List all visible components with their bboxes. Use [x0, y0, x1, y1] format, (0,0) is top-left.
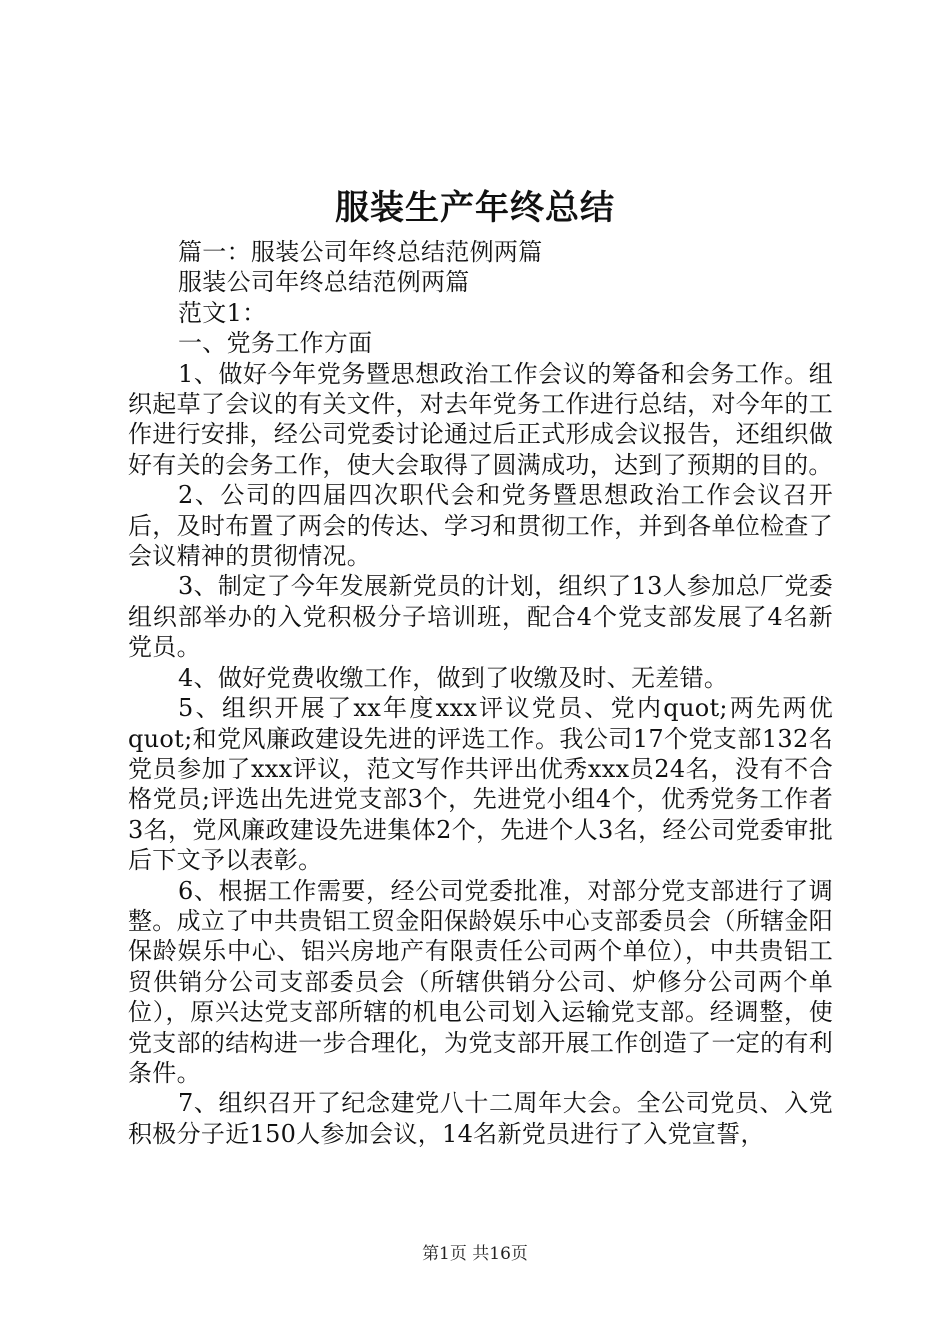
paragraph-item-3: 3、制定了今年发展新党员的计划，组织了13人参加总厂党委组织部举办的入党积极分子培训班，配合4个党支部发展了4名新党员。 [128, 572, 833, 662]
document-body [128, 237, 833, 1149]
page-number-footer: 第1页 共16页 [422, 1244, 528, 1264]
section-heading: 篇一：服装公司年终总结范例两篇 [178, 238, 543, 266]
paragraph-item-4: 4、做好党费收缴工作，做到了收缴及时、无差错。 [178, 663, 729, 692]
sub-heading: 服装公司年终总结范例两篇 [178, 268, 470, 297]
paragraph-item-5: 5、组织开展了xx年度xxx评议党员、党内quot;两先两优quot;和党风廉政建设先进的评选工作。我公司17个党支部132名党员参加了xxx评议，范文写作共评出优秀xxx员24名，没有不合格党员;评选出先进党支部3个，先进党小组4个，优秀党务工作者3名，党风廉政建设先进集体2个，先进个人3名，经公司党委审批后下文予以表彰。 [128, 694, 833, 875]
sample-label: 范文1： [178, 298, 267, 327]
document-title: 服装生产年终总结 [335, 188, 615, 228]
paragraph-item-1: 1、做好今年党务暨思想政治工作会议的筹备和会务工作。组织起草了会议的有关文件，对去年党务工作进行总结，对今年的工作进行安排，经公司党委讨论通过后正式形成会议报告，还组织做好有关的会务工作，使大会取得了圆满成功，达到了预期的目的。 [128, 359, 833, 479]
paragraph-item-2: 2、公司的四届四次职代会和党务暨思想政治工作会议召开后，及时布置了两会的传达、学习和贯彻工作，并到各单位检查了会议精神的贯彻情况。 [128, 481, 833, 571]
part-heading: 一、党务工作方面 [178, 329, 373, 358]
paragraph-item-6: 6、根据工作需要，经公司党委批准，对部分党支部进行了调整。成立了中共贵铝工贸金阳保龄娱乐中心支部委员会（所辖金阳保龄娱乐中心、铝兴房地产有限责任公司两个单位），中共贵铝工贸供销分公司支部委员会（所辖供销分公司、炉修分公司两个单位），原兴达党支部所辖的机电公司划入运输党支部。经调整，使党支部的结构进一步合理化，为党支部开展工作创造了一定的有利条件。 [128, 876, 833, 1087]
paragraph-item-7: 7、组织召开了纪念建党八十二周年大会。全公司党员、入党积极分子近150人参加会议，14名新党员进行了入党宣誓， [128, 1089, 833, 1148]
